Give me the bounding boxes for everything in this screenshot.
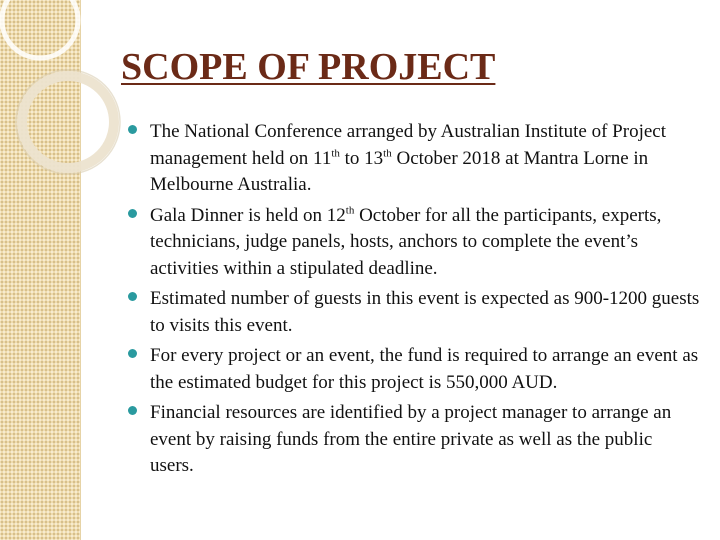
- bullet-text: [150, 345, 698, 393]
- bullet-text: [150, 121, 666, 195]
- ordinal-suffix: th: [383, 147, 392, 160]
- bullet-text-segment: October for all the participants, experts, technicians, judge panels, hosts, anchors to complete the event’s activities within a stipulated deadline.: [150, 204, 662, 279]
- ordinal-suffix: th: [345, 204, 355, 217]
- bullet-item: [128, 203, 700, 283]
- bullet-dot-icon: [128, 125, 137, 134]
- bullet-dot-icon: [128, 349, 137, 358]
- decor-circle-middle: [22, 76, 114, 168]
- bullet-text: [150, 402, 671, 476]
- decor-circle-middle-outline: [16, 70, 120, 174]
- bullet-item: [128, 119, 700, 199]
- decorative-circles: [0, 0, 140, 540]
- decor-circle-top: [2, 0, 78, 58]
- slide-title: SCOPE OF PROJECT: [121, 46, 496, 88]
- bullet-item: [128, 286, 700, 339]
- bullet-dot-icon: [128, 406, 137, 415]
- bullet-text-segment: October 2018 at Mantra Lorne in Melbourne Australia.: [150, 147, 649, 195]
- ordinal-suffix: th: [331, 147, 340, 160]
- bullet-text-segment: Estimated number of guests in this event is expected as 900-1200 guests to visits this event.: [150, 288, 700, 336]
- bullet-text: [150, 205, 661, 279]
- bullet-text-segment: For every project or an event, the fund is required to arrange an event as the estimated budget for this project is 550,000 AUD.: [150, 345, 699, 393]
- bullet-list: [128, 119, 700, 484]
- bullet-text-segment: Gala Dinner is held on 12: [150, 204, 346, 226]
- bullet-text-segment: to 13: [339, 147, 384, 169]
- bullet-text-segment: The National Conference arranged by Australian Institute of Project management held on 11: [150, 121, 666, 169]
- bullet-text: [150, 288, 699, 336]
- bullet-dot-icon: [128, 292, 137, 301]
- bullet-item: [128, 400, 700, 480]
- bullet-dot-icon: [128, 209, 137, 218]
- bullet-text-segment: Financial resources are identified by a project manager to arrange an event by raising funds from the entire private as well as the public users.: [150, 402, 672, 476]
- bullet-item: [128, 343, 700, 396]
